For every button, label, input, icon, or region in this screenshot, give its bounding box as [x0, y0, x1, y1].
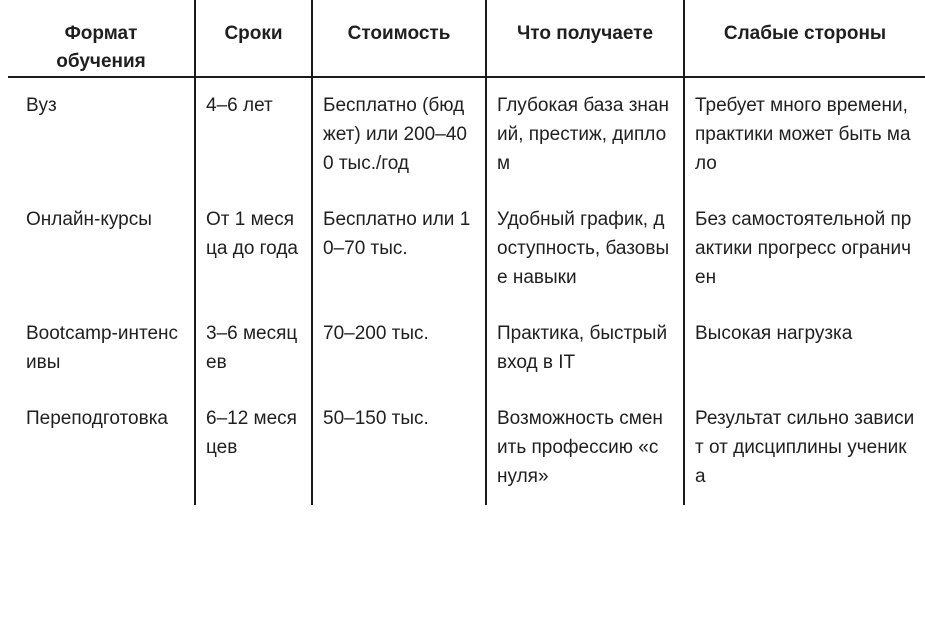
header-row — [8, 0, 925, 77]
cell-cost: Бесплатно или 10–70 тыс. — [312, 192, 486, 306]
cell-cost: 70–200 тыс. — [312, 306, 486, 391]
cell-benefits: Возможность сменить профессию «с нуля» — [486, 391, 684, 505]
header-benefits: Что получаете — [486, 0, 684, 77]
cell-weaknesses: Требует много времени, практики может быть мало — [684, 77, 925, 192]
cell-format: Вуз — [26, 95, 57, 116]
cell-duration: 4–6 лет — [195, 77, 312, 192]
table-row — [8, 192, 925, 306]
cell-format: Bootcamp-интенсивы — [26, 323, 179, 373]
cell-cost: Бесплатно (бюджет) или 200–400 тыс./год — [312, 77, 486, 192]
cell-weaknesses: Результат сильно зависит от дисциплины ученика — [684, 391, 925, 505]
table-row — [8, 391, 925, 505]
header-duration: Сроки — [195, 0, 312, 77]
cell-benefits: Глубокая база знаний, престиж, диплом — [486, 77, 684, 192]
cell-benefits: Практика, быстрый вход в IT — [486, 306, 684, 391]
cell-duration: 3–6 месяцев — [195, 306, 312, 391]
cell-benefits: Удобный график, доступность, базовые навыки — [486, 192, 684, 306]
table-row — [8, 77, 925, 192]
cell-duration: От 1 месяца до года — [195, 192, 312, 306]
cell-weaknesses: Высокая нагрузка — [684, 306, 925, 391]
header-format: Формат обучения — [8, 0, 195, 77]
cell-cost: 50–150 тыс. — [312, 391, 486, 505]
cell-duration: 6–12 месяцев — [195, 391, 312, 505]
comparison-table — [8, 0, 925, 505]
cell-format: Онлайн-курсы — [26, 209, 152, 230]
header-weaknesses: Слабые стороны — [684, 0, 925, 77]
header-cost: Стоимость — [312, 0, 486, 77]
cell-format: Переподготовка — [26, 408, 168, 429]
table-row — [8, 306, 925, 391]
cell-weaknesses: Без самостоятельной практики прогресс ограничен — [684, 192, 925, 306]
